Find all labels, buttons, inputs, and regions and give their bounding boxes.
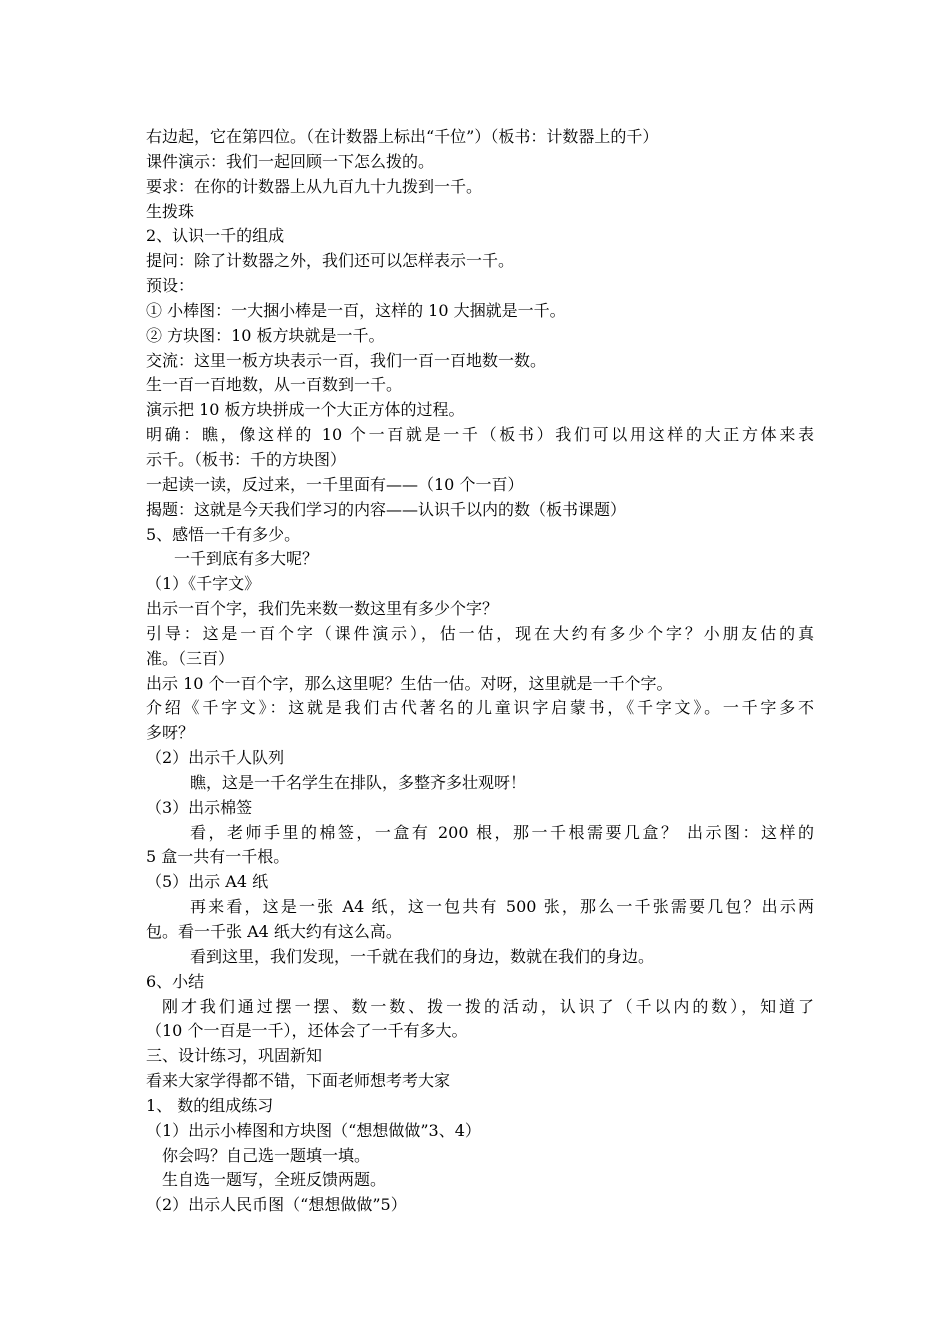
text-line: 预设： bbox=[146, 276, 195, 296]
text-line: 看来大家学得都不错，下面老师想考考大家 bbox=[146, 1071, 451, 1091]
text-line: 一起读一读，反过来，一千里面有——（10 个一百） bbox=[146, 474, 524, 494]
text-line: 介绍《千字文》：这就是我们古代著名的儿童识字启蒙书，《千字文》。一千字多不 bbox=[146, 698, 814, 718]
text-line: 一千到底有多大呢？ bbox=[174, 549, 319, 569]
text-line: 包。看一千张 A4 纸大约有这么高。 bbox=[146, 922, 402, 941]
text-line: （2）出示人民币图（“想想做做”5） bbox=[146, 1195, 407, 1215]
text-line: 刚才我们通过摆一摆、数一数、拨一拨的活动，认识了（千以内的数），知道了 bbox=[162, 996, 814, 1016]
text-line: （10 个一百是一千），还体会了一千有多大。 bbox=[146, 1021, 468, 1041]
text-line: 准。（三百） bbox=[146, 648, 235, 668]
text-line: 5、感悟一千有多少。 bbox=[146, 524, 301, 544]
text-line: （1）《千字文》 bbox=[146, 574, 261, 594]
text-line: （1）出示小棒图和方块图（“想想做做”3、4） bbox=[146, 1120, 481, 1140]
text-line: （5）出示 A4 纸 bbox=[146, 872, 269, 892]
text-line: 演示把 10 板方块拼成一个大正方体的过程。 bbox=[146, 400, 465, 420]
text-line: ① 小棒图：一大捆小棒是一百，这样的 10 大捆就是一千。 bbox=[146, 300, 566, 320]
text-line: 看，老师手里的棉签，一盒有 200 根，那一千根需要几盒？ 出示图：这样的 bbox=[190, 822, 814, 842]
text-line: 瞧，这是一千名学生在排队，多整齐多壮观呀！ bbox=[190, 772, 527, 792]
text-line: 再来看，这是一张 A4 纸，这一包共有 500 张，那么一千张需要几包？出示两 bbox=[190, 897, 814, 917]
text-line: 出示一百个字，我们先来数一数这里有多少个字？ bbox=[146, 599, 499, 619]
text-line: 提问：除了计数器之外，我们还可以怎样表示一千。 bbox=[146, 251, 515, 271]
text-line: 三、设计练习，巩固新知 bbox=[146, 1046, 323, 1066]
text-line: 揭题：这就是今天我们学习的内容——认识千以内的数（板书课题） bbox=[146, 499, 627, 519]
text-line: 5 盒一共有一千根。 bbox=[146, 847, 290, 867]
text-line: 右边起，它在第四位。（在计数器上标出“千位”）（板书：计数器上的千） bbox=[146, 127, 659, 146]
text-line: 看到这里，我们发现，一千就在我们的身边，数就在我们的身边。 bbox=[190, 946, 655, 966]
text-line: 生一百一百地数，从一百数到一千。 bbox=[146, 375, 403, 395]
text-line: 明确：瞧，像这样的 10 个一百就是一千（板书）我们可以用这样的大正方体来表 bbox=[146, 425, 814, 445]
text-line: 2、认识一千的组成 bbox=[146, 226, 285, 246]
text-line: （2）出示千人队列 bbox=[146, 748, 285, 768]
text-line: 引导：这是一百个字（课件演示），估一估，现在大约有多少个字？小朋友估的真 bbox=[146, 623, 814, 643]
text-line: 交流：这里一板方块表示一百，我们一百一百地数一数。 bbox=[146, 350, 547, 370]
text-line: ② 方块图：10 板方块就是一千。 bbox=[146, 325, 385, 345]
text-line: 示千。（板书：千的方块图） bbox=[146, 449, 347, 469]
text-line: 你会吗？自己选一题填一填。 bbox=[162, 1145, 371, 1165]
text-line: （3）出示棉签 bbox=[146, 797, 253, 817]
document-body bbox=[146, 125, 814, 1218]
text-line: 6、小结 bbox=[146, 971, 205, 991]
text-line: 课件演示：我们一起回顾一下怎么拨的。 bbox=[146, 151, 435, 171]
text-line: 生自选一题写，全班反馈两题。 bbox=[162, 1170, 387, 1190]
text-line: 出示 10 个一百个字，那么这里呢？生估一估。对呀，这里就是一千个字。 bbox=[146, 673, 673, 693]
text-line: 要求：在你的计数器上从九百九十九拨到一千。 bbox=[146, 176, 483, 196]
text-line: 1、 数的组成练习 bbox=[146, 1095, 274, 1115]
text-line: 生拨珠 bbox=[146, 201, 195, 221]
text-line: 多呀？ bbox=[146, 723, 195, 743]
